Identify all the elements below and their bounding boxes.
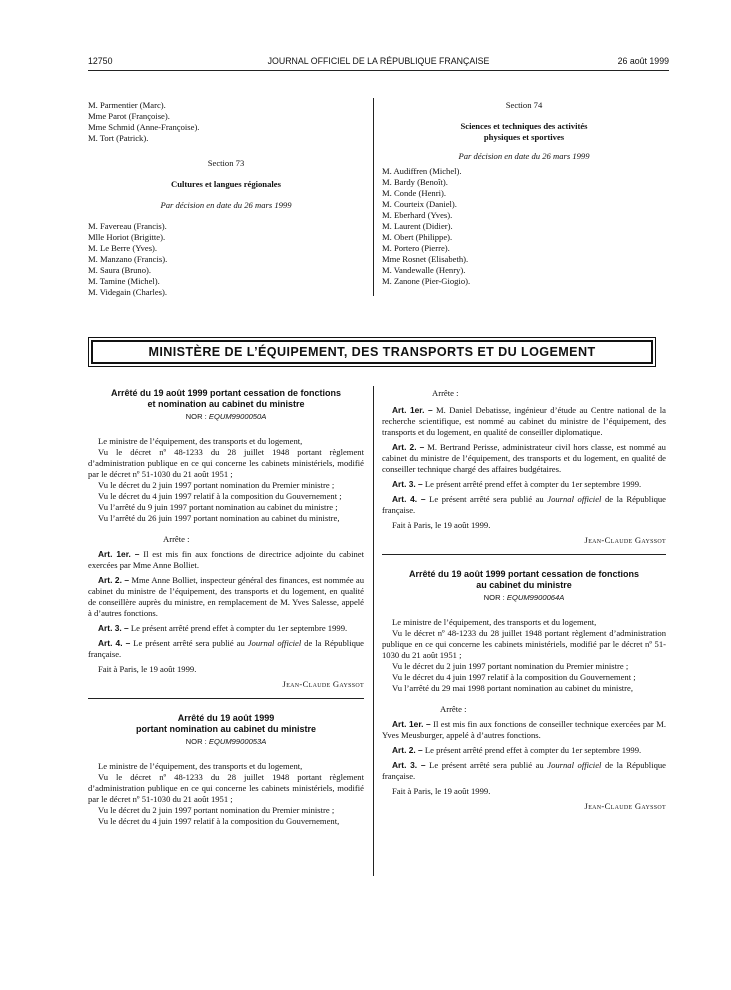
- visa-paragraph: Vu le décret nº 48-1233 du 28 juillet 1948 portant règlement d’administration publique en ce qui concerne les cabinets ministériels, modifié par le décret nº 51-1030 du 21 août 1951 ;: [88, 772, 364, 804]
- list-item: M. Conde (Henri).: [382, 188, 446, 198]
- section-subject: Cultures et langues régionales: [171, 179, 281, 189]
- decision-line: Par décision en date du 26 mars 1999: [160, 200, 292, 210]
- arrete-title-line1: Arrêté du 19 août 1999: [177, 713, 275, 723]
- visa-paragraph: Vu le décret du 4 juin 1997 relatif à la composition du Gouvernement ;: [98, 491, 342, 501]
- ministry-banner: MINISTÈRE DE L’ÉQUIPEMENT, DES TRANSPORTS ET DU LOGEMENT: [91, 340, 653, 364]
- visa-paragraph: Vu le décret du 2 juin 1997 portant nomination du Premier ministre ;: [98, 480, 335, 490]
- list-item: M. Audiffren (Michel).: [382, 166, 462, 176]
- arrete-title-line2: au cabinet du ministre: [476, 580, 572, 590]
- list-item: M. Portero (Pierre).: [382, 243, 450, 253]
- article-3: Art. 3. – Le présent arrêté prend effet à compter du 1er septembre 1999.: [392, 479, 642, 489]
- visa-paragraph: Vu le décret nº 48-1233 du 28 juillet 1948 portant règlement d’administration publique en ce qui concerne les cabinets ministériels, modifié par le décret nº 51-1030 du 21 août 1951 ;: [382, 628, 666, 660]
- article-1: Art. 1er. – Il est mis fin aux fonctions de directrice adjointe du cabinet exercées par Mme Anne Bolliet.: [88, 549, 364, 570]
- section-heading: Section 74: [505, 100, 543, 110]
- arrete-label: Arrête :: [163, 534, 190, 544]
- fait-line: Fait à Paris, le 19 août 1999.: [392, 786, 491, 796]
- list-item: M. Courteix (Daniel).: [382, 199, 457, 209]
- arrete-title-line2: portant nomination au cabinet du ministre: [135, 724, 316, 734]
- visa-paragraph: Vu le décret du 4 juin 1997 relatif à la composition du Gouvernement ;: [392, 672, 636, 682]
- issue-date: 26 août 1999: [617, 56, 669, 66]
- section-subject-line2: physiques et sportives: [483, 132, 565, 142]
- article-2: Art. 2. – Mme Anne Bolliet, inspecteur général des finances, est nommée au cabinet du ministre de l’équipement, des transports et du logement, en qualité de conseillère auprès du ministre, en remplacement de M. Yves Salesse, appelé à d’autres fonctions.: [88, 575, 364, 618]
- arrete-2: [88, 713, 364, 827]
- visa-paragraph: Vu le décret nº 48-1233 du 28 juillet 1948 portant règlement d’administration publique en ce qui concerne les cabinets ministériels, modifié par le décret nº 51-1030 du 21 août 1951 ;: [88, 447, 364, 479]
- section-heading: Section 73: [207, 158, 245, 168]
- arrete-1: [88, 388, 364, 690]
- article-1: Art. 1er. – Il est mis fin aux fonctions de conseiller technique exercées par M. Yves Meusburger, appelé à d’autres fonctions.: [382, 719, 666, 740]
- page-number: 12750: [88, 56, 113, 66]
- list-item: M. Zanone (Pier-Giogio).: [382, 276, 471, 286]
- list-item: Mme Schmid (Anne-Françoise).: [88, 122, 200, 132]
- header-rule: [88, 70, 669, 71]
- decision-line: Par décision en date du 26 mars 1999: [458, 151, 590, 161]
- list-item: M. Manzano (Francis).: [88, 254, 168, 264]
- list-item: M. Parmentier (Marc).: [88, 100, 166, 110]
- visa-paragraph: Le ministre de l’équipement, des transports et du logement,: [98, 436, 303, 446]
- visa-paragraph: Vu le décret du 2 juin 1997 portant nomination du Premier ministre ;: [98, 805, 335, 815]
- list-item: M. Obert (Philippe).: [382, 232, 453, 242]
- visa-paragraph: Vu l’arrêté du 9 juin 1997 portant nomination au cabinet du ministre ;: [98, 502, 338, 512]
- name-list-section-72: [88, 100, 364, 144]
- article-4: Art. 4. – Le présent arrêté sera publié au Journal officiel de la République française.: [88, 638, 364, 659]
- top-right-column: [382, 100, 666, 287]
- list-item: M. Vandewalle (Henry).: [382, 265, 466, 275]
- list-item: Mlle Horiot (Brigitte).: [88, 232, 166, 242]
- name-list-section-73: [88, 221, 364, 298]
- visa-paragraph: Le ministre de l’équipement, des transports et du logement,: [98, 761, 303, 771]
- visa-paragraph: Vu l’arrêté du 29 mai 1998 portant nomination au cabinet du ministre,: [392, 683, 634, 693]
- article-1: Art. 1er. – M. Daniel Debatisse, ingénieur d’étude au Centre national de la recherche scientifique, est nommé au cabinet du ministre de l’équipement, des transports et du logement, en qualité de conseiller diplomatique.: [382, 405, 666, 437]
- article-2: Art. 2. – Le présent arrêté prend effet à compter du 1er septembre 1999.: [392, 745, 642, 755]
- list-item: M. Videgain (Charles).: [88, 287, 168, 297]
- nor-reference: NOR : EQUM9900064A: [483, 593, 565, 602]
- list-item: M. Tort (Patrick).: [88, 133, 149, 143]
- top-left-column: [88, 100, 364, 298]
- visa-paragraph: Vu le décret du 2 juin 1997 portant nomination du Premier ministre ;: [392, 661, 629, 671]
- column-divider-top: [373, 98, 374, 296]
- list-item: M. Tamine (Michel).: [88, 276, 160, 286]
- arrete-label: Arrête :: [440, 704, 467, 714]
- arrete-title-line1: Arrêté du 19 août 1999 portant cessation de fonctions: [110, 388, 342, 398]
- arrete-title-line2: et nomination au cabinet du ministre: [147, 399, 305, 409]
- list-item: M. Eberhard (Yves).: [382, 210, 453, 220]
- signature: Jean-Claude Gayssot: [584, 801, 666, 811]
- signature: Jean-Claude Gayssot: [282, 679, 364, 689]
- list-item: M. Le Berre (Yves).: [88, 243, 158, 253]
- article-3: Art. 3. – Le présent arrêté prend effet à compter du 1er septembre 1999.: [98, 623, 348, 633]
- list-item: M. Laurent (Didier).: [382, 221, 453, 231]
- name-list-section-74: [382, 166, 666, 287]
- article-2: Art. 2. – M. Bertrand Perisse, administrateur civil hors classe, est nommé au cabinet du ministre de l’équipement, des transports et du logement, en qualité de conseiller technique chargé des affaires budgétaires.: [382, 442, 666, 474]
- list-item: M. Favereau (Francis).: [88, 221, 167, 231]
- visa-paragraph: Le ministre de l’équipement, des transports et du logement,: [392, 617, 597, 627]
- arrete-3: [382, 569, 666, 812]
- column-divider-bottom: [373, 386, 374, 876]
- arrete-title-line1: Arrêté du 19 août 1999 portant cessation de fonctions: [408, 569, 640, 579]
- signature: Jean-Claude Gayssot: [584, 535, 666, 545]
- arrete-label: Arrête :: [432, 388, 459, 398]
- nor-reference: NOR : EQUM9900050A: [185, 412, 267, 421]
- nor-reference: NOR : EQUM9900053A: [185, 737, 267, 746]
- visa-paragraph: Vu le décret du 4 juin 1997 relatif à la composition du Gouvernement,: [98, 816, 340, 826]
- page-header: [88, 56, 669, 68]
- section-subject-line1: Sciences et techniques des activités: [460, 121, 588, 131]
- bottom-right-column: [382, 388, 666, 812]
- article-4: Art. 4. – Le présent arrêté sera publié au Journal officiel de la République française.: [382, 494, 666, 515]
- bottom-left-column: [88, 388, 364, 827]
- journal-title: JOURNAL OFFICIEL DE LA RÉPUBLIQUE FRANÇAISE: [267, 56, 490, 66]
- fait-line: Fait à Paris, le 19 août 1999.: [392, 520, 491, 530]
- list-item: Mme Parot (Françoise).: [88, 111, 170, 121]
- list-item: M. Saura (Bruno).: [88, 265, 152, 275]
- visa-paragraph: Vu l’arrêté du 26 juin 1997 portant nomination au cabinet du ministre,: [98, 513, 340, 523]
- list-item: Mme Rosnet (Elisabeth).: [382, 254, 469, 264]
- fait-line: Fait à Paris, le 19 août 1999.: [98, 664, 197, 674]
- article-3: Art. 3. – Le présent arrêté sera publié au Journal officiel de la République française.: [382, 760, 666, 781]
- list-item: M. Bardy (Benoît).: [382, 177, 448, 187]
